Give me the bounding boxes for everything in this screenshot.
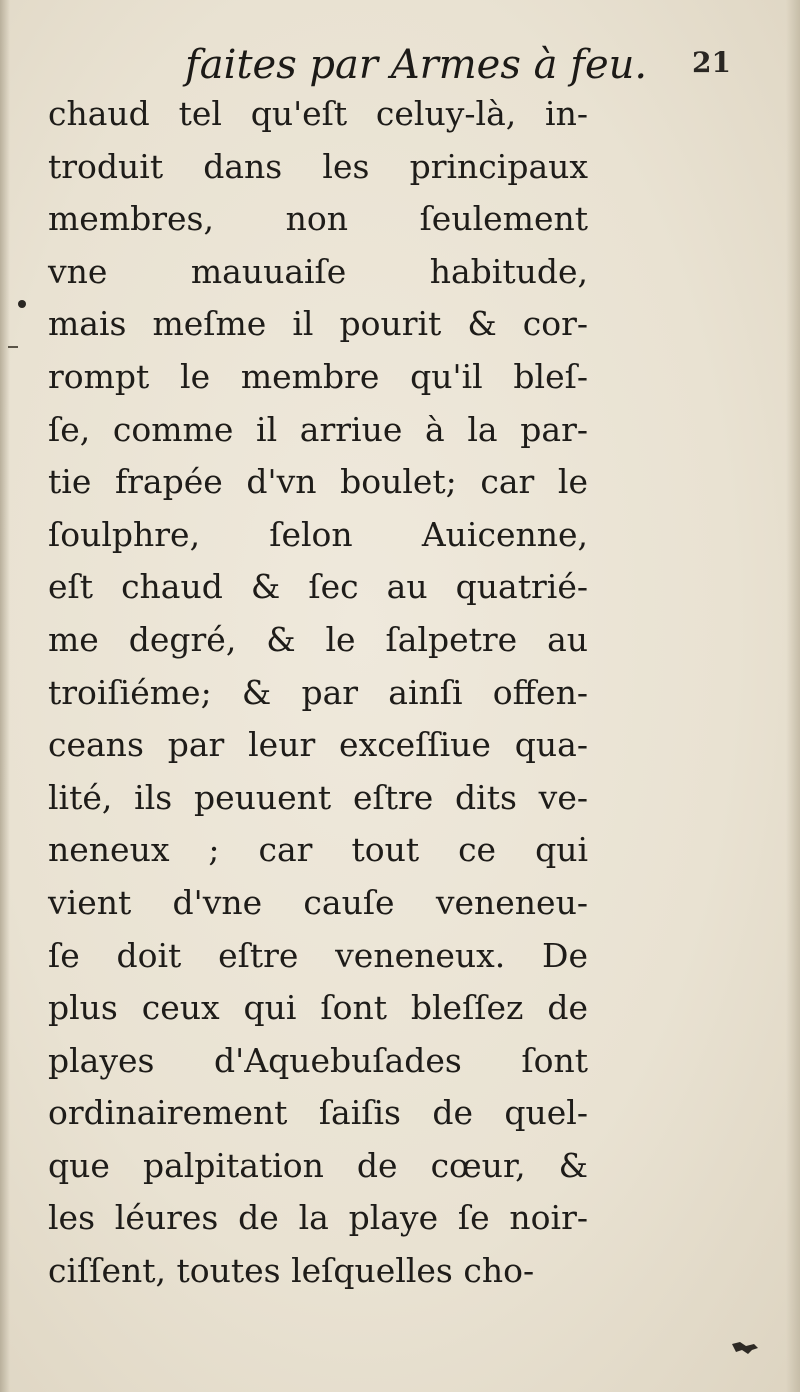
text-line: chaud tel qu'eſt celuy-là, in- — [48, 94, 588, 133]
text-line: ſoulphre, ſelon Auicenne, — [48, 514, 588, 554]
text-line: troduit dans les principaux — [48, 146, 588, 186]
text-line: ſe doit eſtre veneneux. De — [48, 935, 588, 975]
text-line: ordinairement ſaiſis de quel- — [48, 1093, 588, 1133]
text-line: plus ceux qui ſont bleſſez de — [48, 988, 588, 1028]
page-number: 21 — [692, 46, 731, 79]
body-text — [48, 88, 588, 1298]
text-line: vient d'vne cauſe veneneu- — [48, 882, 588, 922]
margin-dot-mark — [18, 300, 26, 308]
text-line: ſe, comme il arriue à la par- — [48, 409, 588, 449]
text-line: que palpitation de cœur, & — [48, 1145, 588, 1185]
margin-dash-mark — [8, 346, 18, 348]
text-line: ceans par leur exceſſiue qua- — [48, 725, 588, 765]
text-line: playes d'Aquebuſades ſont — [48, 1040, 588, 1080]
text-line: ciſſent, toutes leſquelles cho- — [48, 1251, 535, 1291]
text-line: me degré, & le ſalpetre au — [48, 619, 588, 659]
text-line: vne mauuaiſe habitude, — [48, 251, 588, 291]
text-line: neneux ; car tout ce qui — [48, 830, 588, 870]
text-line: lité, ils peuuent eſtre dits ve- — [48, 777, 588, 817]
text-line: troiſiéme; & par ainſi offen- — [48, 672, 588, 712]
ink-blot-mark — [730, 1338, 760, 1356]
page-right-edge — [786, 0, 800, 1392]
text-line: membres, non ſeulement — [48, 199, 588, 239]
running-head: faites par Armes à feu. — [185, 42, 648, 88]
text-line: rompt le membre qu'il bleſ- — [48, 356, 588, 396]
text-line: eſt chaud & ſec au quatrié- — [48, 567, 588, 607]
page-left-edge — [0, 0, 10, 1392]
text-line: mais meſme il pourit & cor- — [48, 304, 588, 344]
text-line: les léures de la playe ſe noir- — [48, 1198, 588, 1238]
text-line: tie frapée d'vn boulet; car le — [48, 462, 588, 502]
